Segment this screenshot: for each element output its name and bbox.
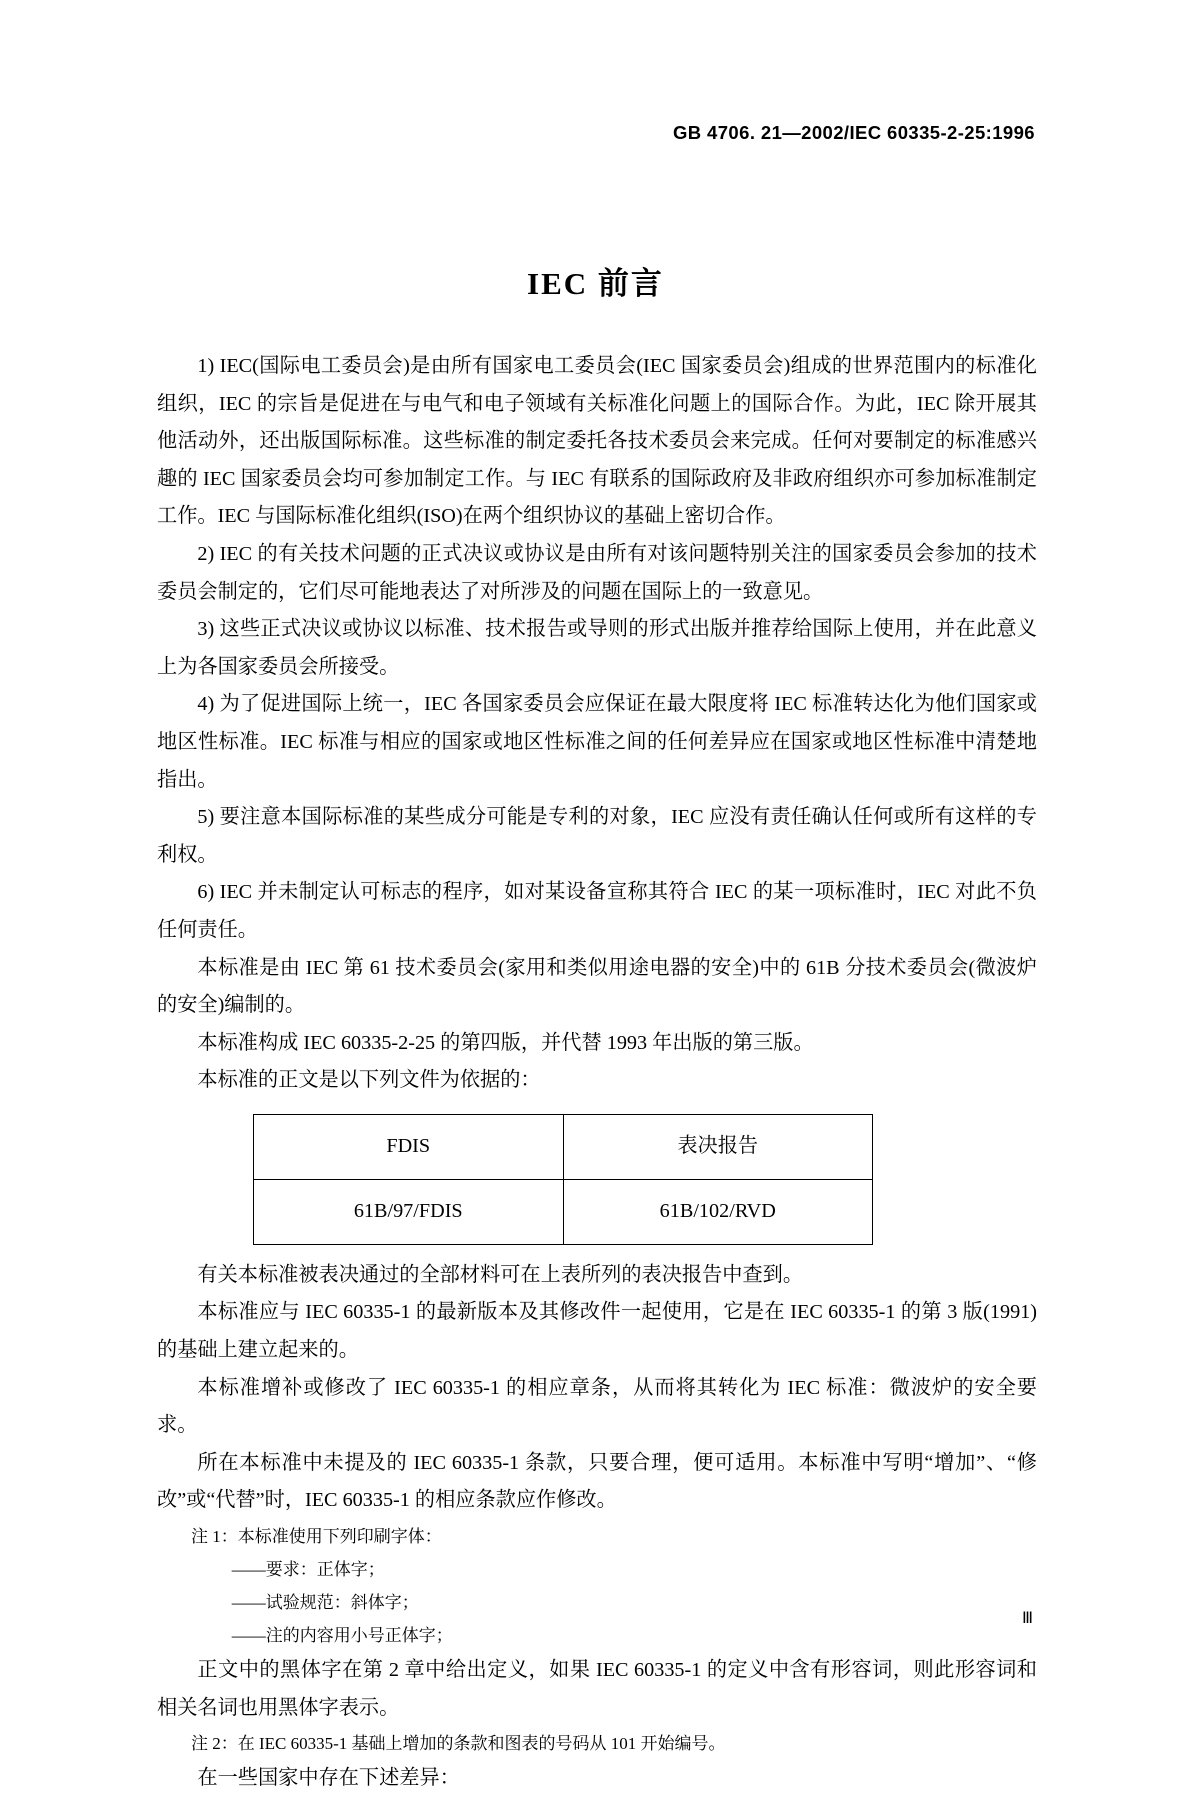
- table-row: [254, 1179, 873, 1244]
- page-number: Ⅲ: [1021, 1610, 1034, 1627]
- table-cell-fdis-value: 61B/97/FDIS: [254, 1179, 564, 1244]
- document-body: [157, 348, 1037, 1798]
- fdis-table-wrapper: [157, 1114, 1037, 1245]
- table-header-report: 表决报告: [563, 1114, 873, 1179]
- paragraph-edition: 本标准构成 IEC 60335-2-25 的第四版，并代替 1993 年出版的第三版。: [197, 1031, 814, 1054]
- paragraph-committee: 本标准是由 IEC 第 61 技术委员会(家用和类似用途电器的安全)中的 61B 分技术委员会(微波炉的安全)编制的。: [157, 956, 1037, 1017]
- paragraph-6: 6) IEC 并未制定认可标志的程序，如对某设备宣称其符合 IEC 的某一项标准时，IEC 对此不负任何责任。: [157, 881, 1037, 941]
- page-header: GB 4706. 21—2002/IEC 60335-2-25:1996: [672, 122, 1035, 143]
- paragraph-final: 在一些国家中存在下述差异：: [197, 1767, 460, 1790]
- table-cell-report-value: 61B/102/RVD: [563, 1179, 873, 1244]
- paragraph-after-4: 所在本标准中未提及的 IEC 60335-1 条款，只要合理，便可适用。本标准中写明“增加”、“修改”或“代替”时，IEC 60335-1 的相应条款应作修改。: [157, 1451, 1037, 1512]
- paragraph-1: 1) IEC(国际电工委员会)是由所有国家电工委员会(IEC 国家委员会)组成的世界范围内的标准化组织，IEC 的宗旨是促进在与电气和电子领域有关标准化问题上的国际合作。为此，IEC 除开展其他活动外，还出版国际标准。这些标准的制定委托各技术委员会来完成。任何对要制定的标准感兴趣的 IEC 国家委员会均可参加制定工作。与 IEC 有联系的国际政府及非政府组织亦可参加标准制定工作。IEC 与国际标准化组织(ISO)在两个组织协议的基础上密切合作。: [157, 355, 1037, 528]
- fdis-table: [253, 1114, 873, 1245]
- paragraph-bold-type: 正文中的黑体字在第 2 章中给出定义，如果 IEC 60335-1 的定义中含有形容词，则此形容词和相关名词也用黑体字表示。: [157, 1659, 1037, 1719]
- table-header-fdis: FDIS: [254, 1114, 564, 1179]
- paragraph-after-3: 本标准增补或修改了 IEC 60335-1 的相应章条，从而将其转化为 IEC 标准：微波炉的安全要求。: [157, 1376, 1037, 1437]
- note-1: 注 1：本标准使用下列印刷字体：: [191, 1527, 442, 1547]
- table-header-row: [254, 1114, 873, 1179]
- paragraph-4: 4) 为了促进国际上统一，IEC 各国家委员会应保证在最大限度将 IEC 标准转达化为他们国家或地区性标准。IEC 标准与相应的国家或地区性标准之间的任何差异应在国家或地区性标准中清楚地指出。: [157, 693, 1037, 791]
- note-1-item-3: ——注的内容用小号正体字；: [231, 1626, 453, 1646]
- note-2: 注 2：在 IEC 60335-1 基础上增加的条款和图表的号码从 101 开始编号。: [191, 1734, 726, 1754]
- paragraph-after-1: 有关本标准被表决通过的全部材料可在上表所列的表决报告中查到。: [197, 1263, 804, 1286]
- note-1-item-2: ——试验规范：斜体字；: [231, 1593, 419, 1613]
- paragraph-basis: 本标准的正文是以下列文件为依据的：: [197, 1069, 541, 1092]
- note-1-item-1: ——要求：正体字；: [231, 1560, 385, 1580]
- paragraph-3: 3) 这些正式决议或协议以标准、技术报告或导则的形式出版并推荐给国际上使用，并在此意义上为各国家委员会所接受。: [157, 618, 1037, 678]
- paragraph-5: 5) 要注意本国际标准的某些成分可能是专利的对象，IEC 应没有责任确认任何或所有这样的专利权。: [157, 806, 1037, 866]
- page-title: IEC 前言: [527, 266, 664, 301]
- paragraph-2: 2) IEC 的有关技术问题的正式决议或协议是由所有对该问题特别关注的国家委员会参加的技术委员会制定的，它们尽可能地表达了对所涉及的问题在国际上的一致意见。: [157, 542, 1037, 603]
- paragraph-after-2: 本标准应与 IEC 60335-1 的最新版本及其修改件一起使用，它是在 IEC 60335-1 的第 3 版(1991)的基础上建立起来的。: [157, 1301, 1037, 1362]
